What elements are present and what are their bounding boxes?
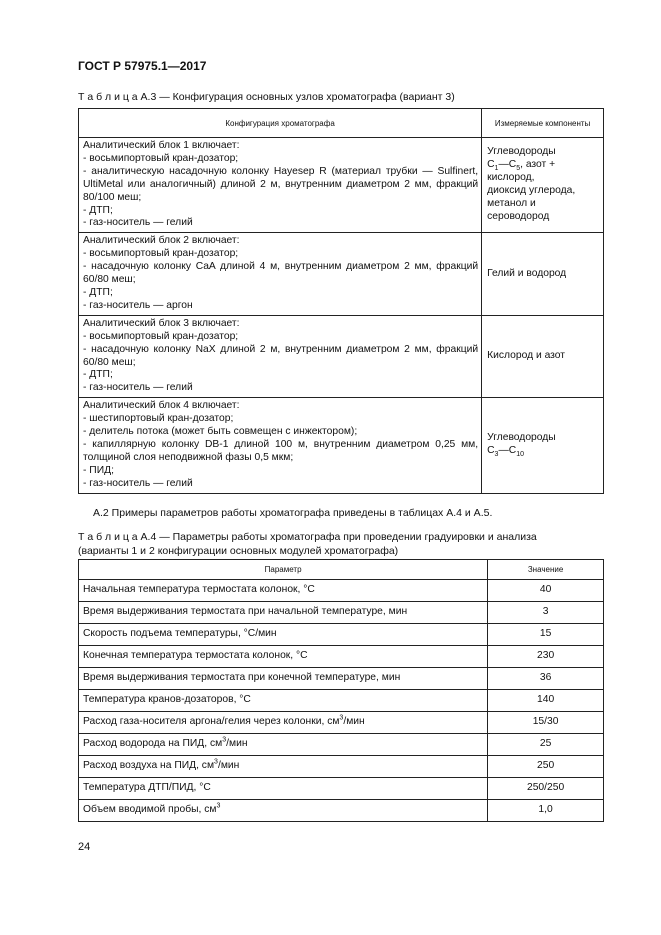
config-cell: Аналитический блок 2 включает: - восьмипортовый кран-дозатор; - насадочную колонку CaA длиной 4 м, внутренним диаметром 2 мм, фракций 60/80 меш; - ДТП; - газ-носитель — аргон	[79, 233, 482, 315]
column-header-value: Значение	[488, 560, 604, 580]
table-row	[79, 233, 604, 315]
page-number: 24	[78, 841, 91, 853]
table-row: Температура кранов-дозаторов, °С 140	[79, 690, 604, 712]
components-cell: Углеводороды $C_1—C_5$, азот + кислород, диоксид углерода, метанол и сероводород	[482, 138, 604, 233]
table-row: Объем вводимой пробы, $см^3$ 1,0	[79, 800, 604, 822]
config-cell: Аналитический блок 1 включает: - восьмипортовый кран-дозатор; - аналитическую насадочную колонку Hayesep R (материал трубки — Sulfinert, UltiMetal или аналогичный) длиной 2 м, внутренним диаметром 2 мм, фракций 80/100 меш; - ДТП; - газ-носитель — гелий	[79, 138, 482, 233]
table-header-row	[79, 560, 604, 580]
components-cell: Углеводороды $C_3—C_{10}$	[482, 398, 604, 493]
table-header-row	[79, 109, 604, 138]
table-row: Конечная температура термостата колонок, °С 230	[79, 646, 604, 668]
table-row: Скорость подъема температуры, °С/мин 15	[79, 624, 604, 646]
components-cell: Гелий и водород	[482, 233, 604, 315]
table-row: Время выдерживания термостата при начальной температуре, мин 3	[79, 602, 604, 624]
table-a4-caption: Т а б л и ц а А.4 — Параметры работы хроматографа при проведении градуировки и анализа (варианты 1 и 2 конфигурации основных модулей хроматографа)	[78, 531, 537, 557]
table-row	[79, 398, 604, 493]
table-row	[79, 138, 604, 233]
components-cell: Кислород и азот	[482, 315, 604, 397]
table-a3-caption: Т а б л и ц а А.3 — Конфигурация основных узлов хроматографа (вариант 3)	[78, 91, 455, 103]
table-a4	[78, 559, 604, 822]
column-header-config: Конфигурация хроматографа	[79, 109, 482, 138]
table-row: Время выдерживания термостата при конечной температуре, мин 36	[79, 668, 604, 690]
table-row	[79, 315, 604, 397]
table-row: Расход газа-носителя аргона/гелия через колонки, $см^3$/мин 15/30	[79, 712, 604, 734]
config-cell: Аналитический блок 4 включает: - шестипортовый кран-дозатор; - делитель потока (может быть совмещен с инжектором); - капиллярную колонку DB-1 длиной 100 м, внутренним диаметром 0,25 мм, толщиной слоя неподвижной фазы 0,5 мкм; - ПИД; - газ-носитель — гелий	[79, 398, 482, 493]
document-header: ГОСТ Р 57975.1—2017	[78, 59, 207, 73]
paragraph-a2: А.2 Примеры параметров работы хроматографа приведены в таблицах А.4 и А.5.	[93, 507, 493, 519]
column-header-param: Параметр	[79, 560, 488, 580]
table-row: Температура ДТП/ПИД, °С 250/250	[79, 778, 604, 800]
table-row: Расход водорода на ПИД, $см^3$/мин 25	[79, 734, 604, 756]
config-cell: Аналитический блок 3 включает: - восьмипортовый кран-дозатор; - насадочную колонку NaX длиной 2 м, внутренним диаметром 2 мм, фракций 60/80 меш; - ДТП; - газ-носитель — гелий	[79, 315, 482, 397]
table-a3	[78, 108, 604, 494]
table-row: Начальная температура термостата колонок, °С 40	[79, 580, 604, 602]
table-row: Расход воздуха на ПИД, $см^3$/мин 250	[79, 756, 604, 778]
column-header-components: Измеряемые компоненты	[482, 109, 604, 138]
